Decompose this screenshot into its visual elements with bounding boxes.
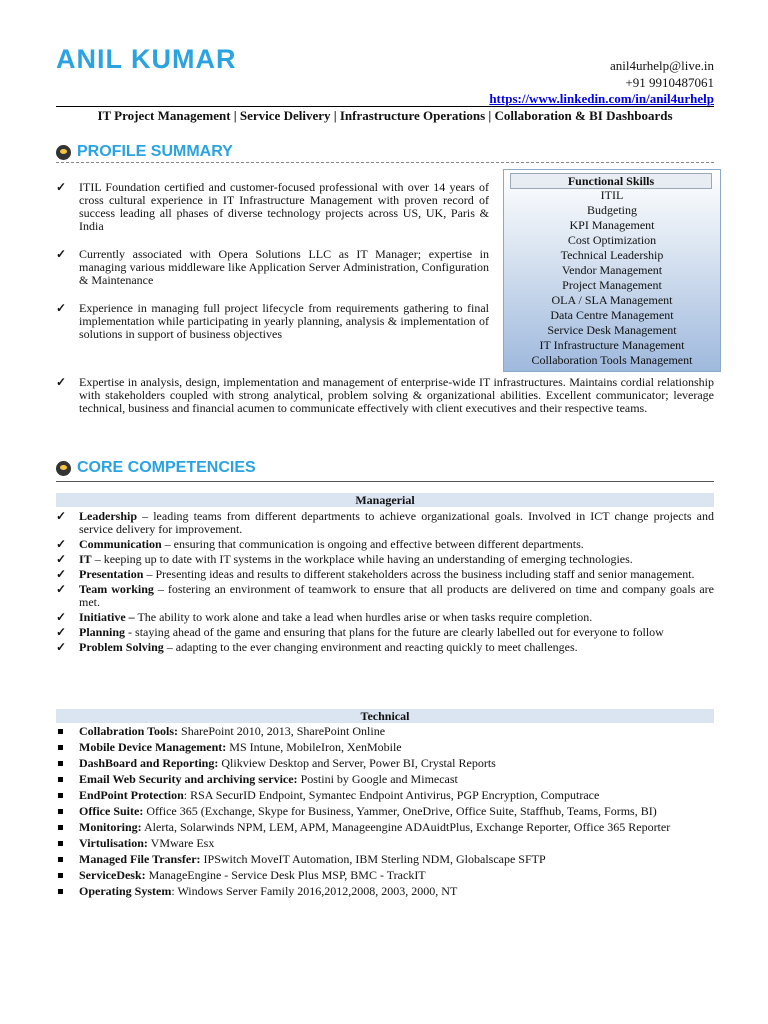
- technical-term: Collabration Tools:: [79, 724, 179, 738]
- skill-item: IT Infrastructure Management: [539, 338, 685, 352]
- skill-item: Technical Leadership: [560, 248, 664, 262]
- managerial-term: Initiative –: [79, 610, 135, 624]
- managerial-text: – leading teams from different departments to achieve organizational goals. Involved in ICT change projects and service delivery for improvement.: [79, 509, 714, 536]
- technical-text: IPSwitch MoveIT Automation, IBM Sterling NDM, Globalscape SFTP: [200, 852, 546, 866]
- managerial-item: [56, 611, 714, 624]
- skill-item: Vendor Management: [561, 263, 663, 277]
- managerial-item: [56, 568, 714, 581]
- technical-text: Office 365 (Exchange, Skype for Business, Yammer, OneDrive, Office Suite, Staffhub, Teams, Forms, BI): [143, 804, 657, 818]
- summary-item: ✓ Currently associated with Opera Solutions LLC as IT Manager; expertise in managing various middleware like Application Server Administration, Configuration & Maintenance: [56, 248, 489, 287]
- technical-item: [56, 837, 714, 850]
- technical-term: ServiceDesk:: [79, 868, 146, 882]
- managerial-heading: Managerial: [56, 493, 714, 507]
- managerial-item: [56, 583, 714, 609]
- phone-text: +91 9910487061: [625, 75, 714, 90]
- candidate-name: ANIL KUMAR: [56, 44, 237, 74]
- technical-item: [56, 725, 714, 738]
- technical-text: Alerta, Solarwinds NPM, LEM, APM, Manageengine ADAuidtPlus, Exchange Reporter, Office 365 Reporter: [141, 820, 671, 834]
- skill-item: Cost Optimization: [567, 233, 657, 247]
- tagline: IT Project Management | Service Delivery | Infrastructure Operations | Collaboration & BI Dashboards: [56, 106, 714, 124]
- technical-item: [56, 789, 714, 802]
- skill-item: Data Centre Management: [550, 308, 674, 322]
- functional-skills-box: [503, 169, 721, 372]
- functional-skills-title: Functional Skills: [510, 173, 712, 189]
- managerial-item: [56, 553, 714, 566]
- managerial-term: Team working: [79, 582, 154, 596]
- skill-item: ITIL: [600, 188, 624, 202]
- core-competencies-heading: [56, 459, 256, 477]
- technical-list: [56, 725, 714, 901]
- skill-item: Project Management: [562, 278, 662, 292]
- technical-item: [56, 885, 714, 898]
- summary-item: ✓ Experience in managing full project lifecycle from requirements gathering to final implementation while participating in yearly planning, analysis & implementation of solutions in support of business objectives: [56, 302, 489, 341]
- managerial-item: [56, 510, 714, 536]
- functional-skills-list: [504, 188, 720, 368]
- head-gears-icon: [56, 461, 71, 476]
- technical-term: Mobile Device Management:: [79, 740, 227, 754]
- managerial-list: [56, 510, 714, 656]
- summary-list: [56, 181, 489, 356]
- summary-item: ✓ Expertise in analysis, design, implementation and management of enterprise-wide IT infrastructures. Maintains cordial relationship with stakeholders coupled with strong analytical, problem solving & organizational abilities. Excellent communicator; leverage technical, business and financial acumen to communicate effectively with client executives and their respective teams.: [56, 376, 714, 415]
- technical-text: VMware Esx: [147, 836, 215, 850]
- technical-item: [56, 757, 714, 770]
- managerial-item: [56, 538, 714, 551]
- core-competencies-title: CORE COMPETENCIES: [77, 459, 256, 476]
- technical-text: MS Intune, MobileIron, XenMobile: [226, 740, 402, 754]
- managerial-term: Problem Solving: [79, 640, 164, 654]
- skill-item: KPI Management: [569, 218, 655, 232]
- technical-text: : Windows Server Family 2016,2012,2008, 2003, 2000, NT: [171, 884, 458, 898]
- technical-item: [56, 773, 714, 786]
- managerial-item: [56, 626, 714, 639]
- technical-text: Postini by Google and Mimecast: [297, 772, 458, 786]
- linkedin-link[interactable]: https://www.linkedin.com/in/anil4urhelp: [489, 91, 714, 106]
- managerial-term: IT: [79, 552, 92, 566]
- managerial-term: Leadership: [79, 509, 138, 523]
- technical-term: Operating System: [79, 884, 172, 898]
- skill-item: OLA / SLA Management: [551, 293, 673, 307]
- skill-item: Collaboration Tools Management: [531, 353, 693, 367]
- summary-wide-list: [56, 376, 714, 415]
- managerial-text: – fostering an environment of teamwork to ensure that all products are delivered on time and company goals are met.: [79, 582, 714, 609]
- managerial-text: – Presenting ideas and results to different stakeholders across the business including staff and senior management.: [143, 567, 695, 581]
- managerial-term: Presentation: [79, 567, 144, 581]
- technical-term: Office Suite:: [79, 804, 144, 818]
- email-text[interactable]: anil4urhelp@live.in: [609, 58, 714, 73]
- skill-item: Service Desk Management: [547, 323, 677, 337]
- managerial-term: Planning: [79, 625, 126, 639]
- technical-term: DashBoard and Reporting:: [79, 756, 219, 770]
- managerial-item: [56, 641, 714, 654]
- profile-summary-heading: [56, 143, 233, 161]
- managerial-text: The ability to work alone and take a lead when hurdles arise or when tasks require completion.: [134, 610, 593, 624]
- managerial-text: – keeping up to date with IT systems in the workplace while having an understanding of emerging technologies.: [91, 552, 633, 566]
- technical-item: [56, 821, 714, 834]
- technical-term: Email Web Security and archiving service:: [79, 772, 298, 786]
- managerial-text: – ensuring that communication is ongoing and effective between different departments.: [161, 537, 584, 551]
- managerial-text: – adapting to the ever changing environment and reacting quickly to meet challenges.: [163, 640, 578, 654]
- technical-heading: Technical: [56, 709, 714, 723]
- technical-text: SharePoint 2010, 2013, SharePoint Online: [178, 724, 386, 738]
- section-divider: [56, 481, 714, 482]
- technical-term: Virtulisation:: [79, 836, 148, 850]
- technical-item: [56, 805, 714, 818]
- technical-item: [56, 853, 714, 866]
- skill-item: Budgeting: [587, 203, 637, 217]
- profile-summary-title: PROFILE SUMMARY: [77, 143, 233, 160]
- technical-item: [56, 741, 714, 754]
- technical-term: Monitoring:: [79, 820, 142, 834]
- technical-text: Qlikview Desktop and Server, Power BI, Crystal Reports: [218, 756, 496, 770]
- technical-text: ManageEngine - Service Desk Plus MSP, BMC - TrackIT: [145, 868, 426, 882]
- technical-term: EndPoint Protection: [79, 788, 184, 802]
- section-divider: [56, 162, 714, 163]
- managerial-text: - staying ahead of the game and ensuring that plans for the future are clearly labelled out for everyone to follow: [125, 625, 664, 639]
- managerial-term: Communication: [79, 537, 162, 551]
- technical-term: Managed File Transfer:: [79, 852, 201, 866]
- technical-text: : RSA SecurID Endpoint, Symantec Endpoint Antivirus, PGP Encryption, Computrace: [183, 788, 600, 802]
- head-gears-icon: [56, 145, 71, 160]
- technical-item: [56, 869, 714, 882]
- summary-item: ✓ ITIL Foundation certified and customer-focused professional with over 14 years of cross cultural experience in IT Infrastructure Management with proven record of success leading all phases of diverse technology projects across US, UK, Paris & India: [56, 181, 489, 233]
